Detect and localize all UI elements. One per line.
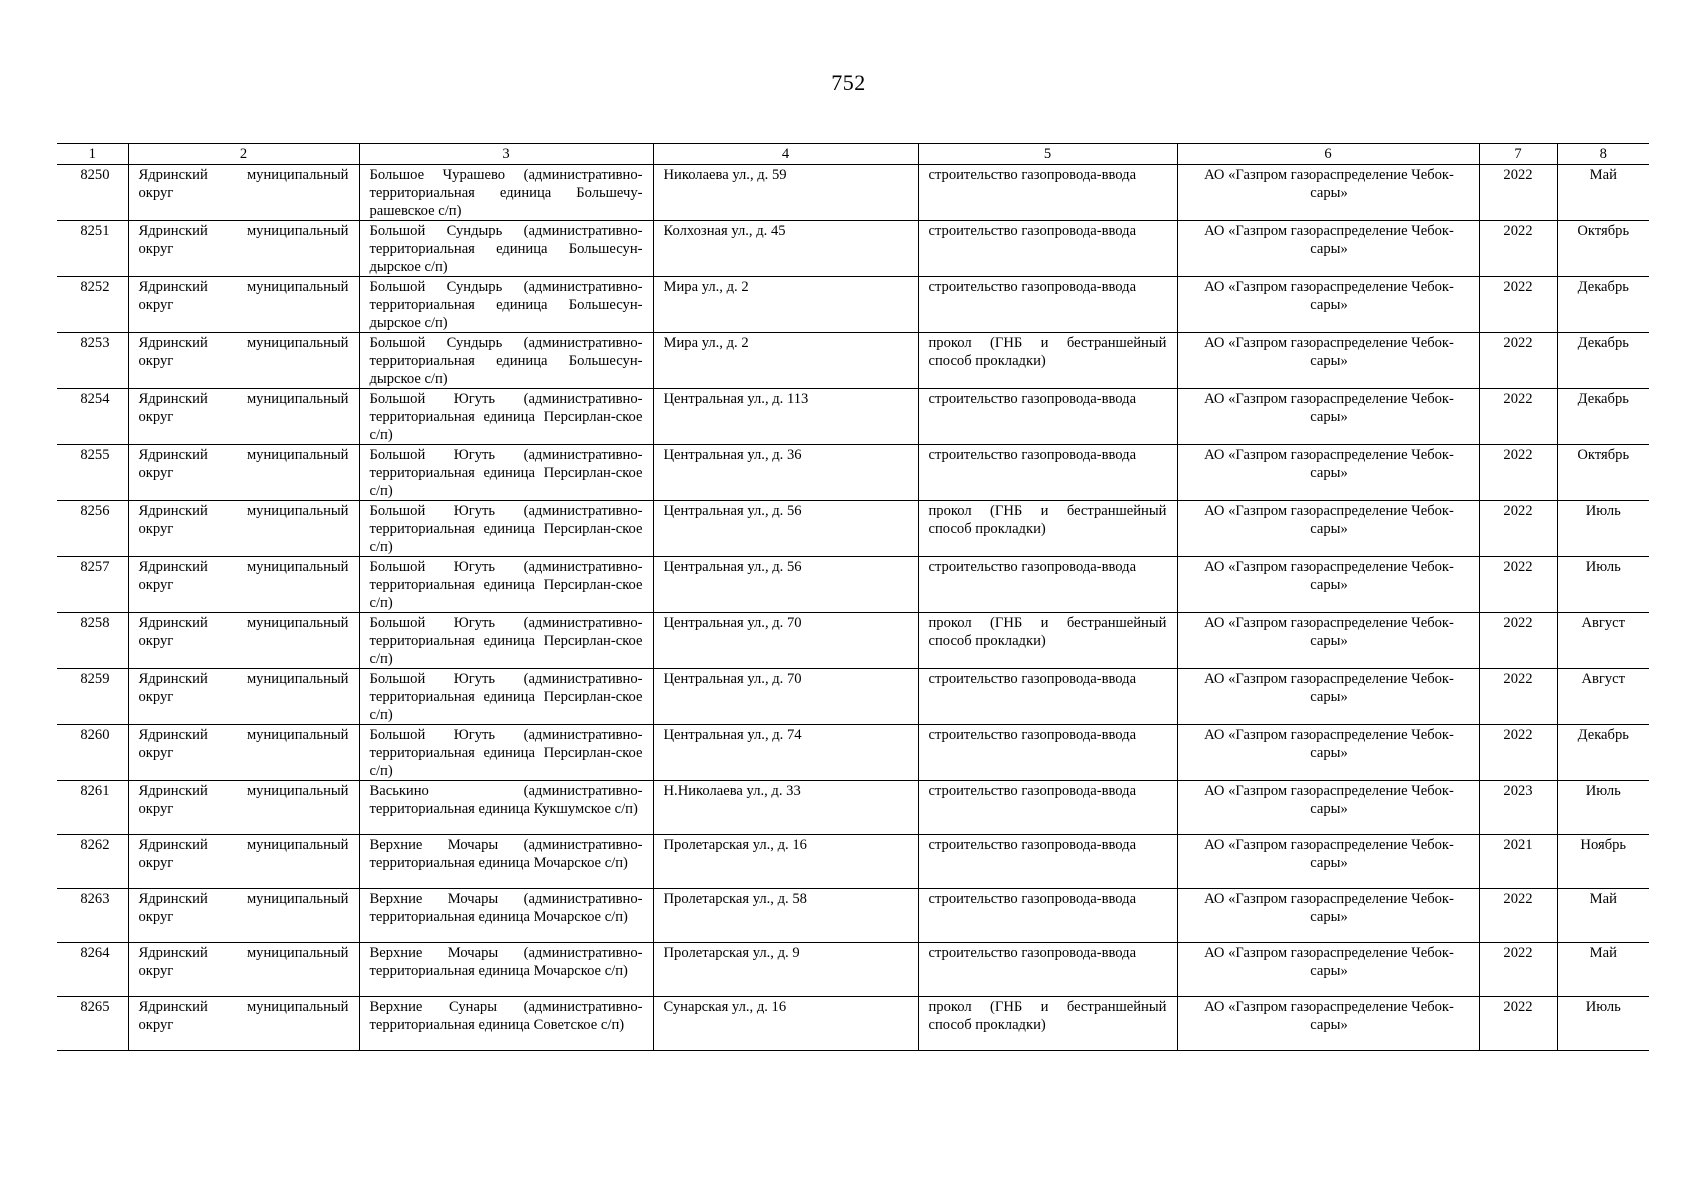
district-cell: Ядринский муниципальный округ	[128, 725, 359, 781]
month-cell: Август	[1557, 669, 1649, 725]
address-cell: Мира ул., д. 2	[653, 277, 918, 333]
address-cell: Пролетарская ул., д. 9	[653, 943, 918, 997]
organization-cell: АО «Газпром газораспределение Чебок-сары»	[1177, 501, 1479, 557]
organization-cell: АО «Газпром газораспределение Чебок-сары»	[1177, 997, 1479, 1051]
organization-cell: АО «Газпром газораспределение Чебок-сары»	[1177, 165, 1479, 221]
column-header: 1	[57, 144, 128, 165]
year-cell: 2022	[1479, 165, 1557, 221]
table-row	[57, 835, 1649, 889]
table-row	[57, 221, 1649, 277]
work-type-cell: строительство газопровода-ввода	[918, 943, 1177, 997]
column-header: 7	[1479, 144, 1557, 165]
table-row	[57, 389, 1649, 445]
month-cell: Июль	[1557, 557, 1649, 613]
row-number-cell: 8253	[57, 333, 128, 389]
work-type-cell: строительство газопровода-ввода	[918, 725, 1177, 781]
month-cell: Июль	[1557, 501, 1649, 557]
organization-cell: АО «Газпром газораспределение Чебок-сары»	[1177, 943, 1479, 997]
work-type-cell: прокол (ГНБ и бестраншейный способ прокладки)	[918, 501, 1177, 557]
row-number-cell: 8251	[57, 221, 128, 277]
settlement-cell: Большой Югуть (административно-территориальная единица Персирлан-ское с/п)	[359, 557, 653, 613]
month-cell: Декабрь	[1557, 277, 1649, 333]
year-cell: 2022	[1479, 221, 1557, 277]
work-type-cell: строительство газопровода-ввода	[918, 835, 1177, 889]
work-type-cell: строительство газопровода-ввода	[918, 389, 1177, 445]
table-body	[57, 165, 1649, 1051]
district-cell: Ядринский муниципальный округ	[128, 445, 359, 501]
column-header: 5	[918, 144, 1177, 165]
organization-cell: АО «Газпром газораспределение Чебок-сары»	[1177, 333, 1479, 389]
month-cell: Октябрь	[1557, 445, 1649, 501]
month-cell: Декабрь	[1557, 725, 1649, 781]
address-cell: Пролетарская ул., д. 16	[653, 835, 918, 889]
district-cell: Ядринский муниципальный округ	[128, 221, 359, 277]
month-cell: Май	[1557, 943, 1649, 997]
address-cell: Центральная ул., д. 36	[653, 445, 918, 501]
district-cell: Ядринский муниципальный округ	[128, 557, 359, 613]
district-cell: Ядринский муниципальный округ	[128, 889, 359, 943]
settlement-cell: Большой Югуть (административно-территориальная единица Персирлан-ское с/п)	[359, 389, 653, 445]
work-type-cell: строительство газопровода-ввода	[918, 557, 1177, 613]
table-row	[57, 943, 1649, 997]
year-cell: 2022	[1479, 557, 1557, 613]
row-number-cell: 8250	[57, 165, 128, 221]
column-header: 2	[128, 144, 359, 165]
year-cell: 2022	[1479, 445, 1557, 501]
month-cell: Август	[1557, 613, 1649, 669]
row-number-cell: 8264	[57, 943, 128, 997]
address-cell: Николаева ул., д. 59	[653, 165, 918, 221]
work-type-cell: прокол (ГНБ и бестраншейный способ прокладки)	[918, 997, 1177, 1051]
work-type-cell: прокол (ГНБ и бестраншейный способ прокладки)	[918, 333, 1177, 389]
table-row	[57, 669, 1649, 725]
organization-cell: АО «Газпром газораспределение Чебок-сары»	[1177, 725, 1479, 781]
district-cell: Ядринский муниципальный округ	[128, 835, 359, 889]
month-cell: Июль	[1557, 997, 1649, 1051]
district-cell: Ядринский муниципальный округ	[128, 997, 359, 1051]
address-cell: Пролетарская ул., д. 58	[653, 889, 918, 943]
work-type-cell: строительство газопровода-ввода	[918, 889, 1177, 943]
district-cell: Ядринский муниципальный округ	[128, 669, 359, 725]
row-number-cell: 8256	[57, 501, 128, 557]
table-row	[57, 613, 1649, 669]
settlement-cell: Васькино (административно-территориальная единица Кукшумское с/п)	[359, 781, 653, 835]
settlement-cell: Большой Югуть (административно-территориальная единица Персирлан-ское с/п)	[359, 669, 653, 725]
month-cell: Октябрь	[1557, 221, 1649, 277]
row-number-cell: 8263	[57, 889, 128, 943]
column-header: 6	[1177, 144, 1479, 165]
row-number-cell: 8261	[57, 781, 128, 835]
address-cell: Сунарская ул., д. 16	[653, 997, 918, 1051]
year-cell: 2022	[1479, 613, 1557, 669]
table-row	[57, 501, 1649, 557]
district-cell: Ядринский муниципальный округ	[128, 613, 359, 669]
table-row	[57, 277, 1649, 333]
month-cell: Май	[1557, 889, 1649, 943]
district-cell: Ядринский муниципальный округ	[128, 781, 359, 835]
settlement-cell: Верхние Мочары (административно-территориальная единица Мочарское с/п)	[359, 835, 653, 889]
settlement-cell: Верхние Мочары (административно-территориальная единица Мочарское с/п)	[359, 943, 653, 997]
year-cell: 2022	[1479, 501, 1557, 557]
row-number-cell: 8259	[57, 669, 128, 725]
address-cell: Центральная ул., д. 56	[653, 557, 918, 613]
address-cell: Центральная ул., д. 70	[653, 613, 918, 669]
organization-cell: АО «Газпром газораспределение Чебок-сары»	[1177, 277, 1479, 333]
work-type-cell: строительство газопровода-ввода	[918, 669, 1177, 725]
year-cell: 2022	[1479, 669, 1557, 725]
work-type-cell: строительство газопровода-ввода	[918, 221, 1177, 277]
page-number: 752	[831, 70, 866, 95]
organization-cell: АО «Газпром газораспределение Чебок-сары»	[1177, 889, 1479, 943]
address-cell: Центральная ул., д. 70	[653, 669, 918, 725]
year-cell: 2022	[1479, 997, 1557, 1051]
district-cell: Ядринский муниципальный округ	[128, 277, 359, 333]
organization-cell: АО «Газпром газораспределение Чебок-сары»	[1177, 557, 1479, 613]
year-cell: 2022	[1479, 943, 1557, 997]
settlement-cell: Верхние Сунары (административно-территориальная единица Советское с/п)	[359, 997, 653, 1051]
table-row	[57, 165, 1649, 221]
settlement-cell: Большой Югуть (административно-территориальная единица Персирлан-ское с/п)	[359, 445, 653, 501]
settlement-cell: Большой Сундырь (административно-территориальная единица Большесун-дырское с/п)	[359, 333, 653, 389]
work-type-cell: прокол (ГНБ и бестраншейный способ прокладки)	[918, 613, 1177, 669]
organization-cell: АО «Газпром газораспределение Чебок-сары»	[1177, 613, 1479, 669]
work-type-cell: строительство газопровода-ввода	[918, 165, 1177, 221]
table-row	[57, 445, 1649, 501]
year-cell: 2022	[1479, 389, 1557, 445]
row-number-cell: 8265	[57, 997, 128, 1051]
row-number-cell: 8260	[57, 725, 128, 781]
address-cell: Мира ул., д. 2	[653, 333, 918, 389]
row-number-cell: 8255	[57, 445, 128, 501]
column-header: 8	[1557, 144, 1649, 165]
settlement-cell: Большой Сундырь (административно-территориальная единица Большесун-дырское с/п)	[359, 221, 653, 277]
month-cell: Декабрь	[1557, 389, 1649, 445]
table-row	[57, 781, 1649, 835]
row-number-cell: 8262	[57, 835, 128, 889]
organization-cell: АО «Газпром газораспределение Чебок-сары»	[1177, 835, 1479, 889]
organization-cell: АО «Газпром газораспределение Чебок-сары»	[1177, 221, 1479, 277]
address-cell: Центральная ул., д. 113	[653, 389, 918, 445]
column-header: 3	[359, 144, 653, 165]
district-cell: Ядринский муниципальный округ	[128, 165, 359, 221]
address-cell: Центральная ул., д. 56	[653, 501, 918, 557]
district-cell: Ядринский муниципальный округ	[128, 943, 359, 997]
address-cell: Центральная ул., д. 74	[653, 725, 918, 781]
settlement-cell: Большой Югуть (административно-территориальная единица Персирлан-ское с/п)	[359, 725, 653, 781]
table-row	[57, 725, 1649, 781]
settlement-cell: Верхние Мочары (административно-территориальная единица Мочарское с/п)	[359, 889, 653, 943]
address-cell: Н.Николаева ул., д. 33	[653, 781, 918, 835]
address-cell: Колхозная ул., д. 45	[653, 221, 918, 277]
column-header: 4	[653, 144, 918, 165]
month-cell: Июль	[1557, 781, 1649, 835]
row-number-cell: 8252	[57, 277, 128, 333]
settlement-cell: Большой Сундырь (административно-территориальная единица Большесун-дырское с/п)	[359, 277, 653, 333]
month-cell: Ноябрь	[1557, 835, 1649, 889]
year-cell: 2021	[1479, 835, 1557, 889]
organization-cell: АО «Газпром газораспределение Чебок-сары»	[1177, 389, 1479, 445]
table-row	[57, 557, 1649, 613]
district-cell: Ядринский муниципальный округ	[128, 333, 359, 389]
column-number-row	[57, 144, 1649, 165]
work-type-cell: строительство газопровода-ввода	[918, 277, 1177, 333]
table-row	[57, 997, 1649, 1051]
year-cell: 2022	[1479, 725, 1557, 781]
table-row	[57, 889, 1649, 943]
settlement-cell: Большой Югуть (административно-территориальная единица Персирлан-ское с/п)	[359, 501, 653, 557]
organization-cell: АО «Газпром газораспределение Чебок-сары»	[1177, 445, 1479, 501]
organization-cell: АО «Газпром газораспределение Чебок-сары»	[1177, 669, 1479, 725]
month-cell: Май	[1557, 165, 1649, 221]
district-cell: Ядринский муниципальный округ	[128, 389, 359, 445]
month-cell: Декабрь	[1557, 333, 1649, 389]
row-number-cell: 8257	[57, 557, 128, 613]
district-cell: Ядринский муниципальный округ	[128, 501, 359, 557]
year-cell: 2022	[1479, 889, 1557, 943]
year-cell: 2022	[1479, 333, 1557, 389]
work-type-cell: строительство газопровода-ввода	[918, 445, 1177, 501]
table-row	[57, 333, 1649, 389]
gasification-table	[57, 143, 1649, 1051]
year-cell: 2022	[1479, 277, 1557, 333]
year-cell: 2023	[1479, 781, 1557, 835]
settlement-cell: Большое Чурашево (административно-территориальная единица Большечу-рашевское с/п)	[359, 165, 653, 221]
row-number-cell: 8258	[57, 613, 128, 669]
work-type-cell: строительство газопровода-ввода	[918, 781, 1177, 835]
organization-cell: АО «Газпром газораспределение Чебок-сары»	[1177, 781, 1479, 835]
settlement-cell: Большой Югуть (административно-территориальная единица Персирлан-ское с/п)	[359, 613, 653, 669]
row-number-cell: 8254	[57, 389, 128, 445]
